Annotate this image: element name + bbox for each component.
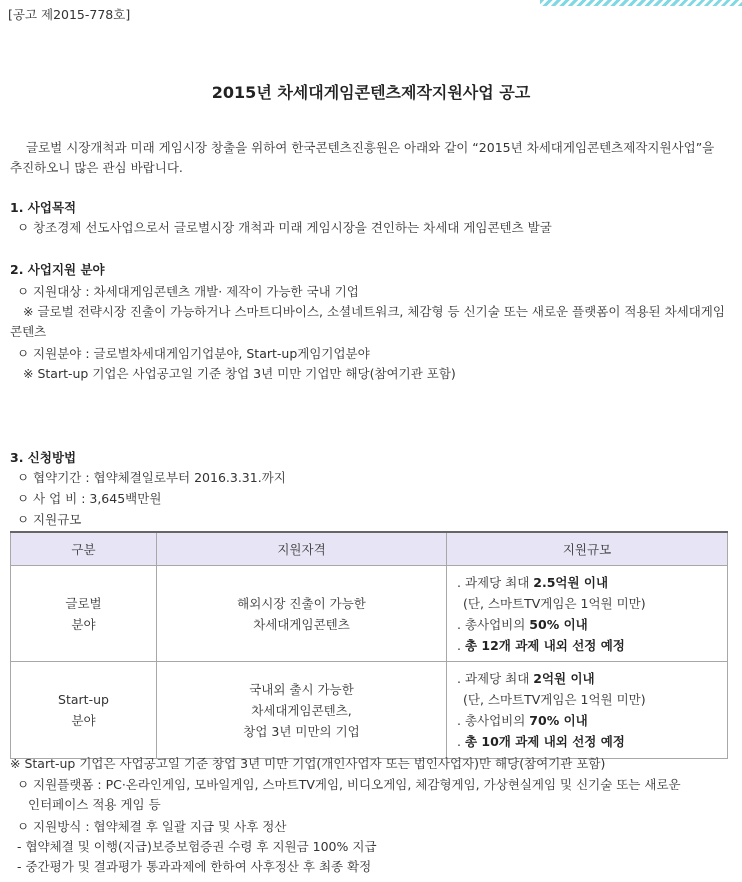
table-header-qualification: 지원자격 [157,532,447,566]
support-target: ㅇ 지원대상 : 차세대게임콘텐츠 개발· 제작이 가능한 국내 기업 [17,284,359,299]
agreement-period: ㅇ 협약기간 : 협약체결일로부터 2016.3.31.까지 [17,470,286,485]
support-method: ㅇ 지원방식 : 협약체결 후 일괄 지급 및 사후 정산 [17,819,287,834]
page-title: 2015년 차세대게임콘텐츠제작지원사업 공고 [211,83,531,102]
startup-note: ※ Start-up 기업은 사업공고일 기준 창업 3년 미만 기업(개인사업자 또는 법인사업자)만 해당(참여기관 포함) [10,756,606,771]
qualification-cell: 국내외 출시 가능한 차세대게임콘텐츠, 창업 3년 미만의 기업 [157,662,447,759]
support-field: ㅇ 지원분야 : 글로벌차세대게임기업분야, Start-up게임기업분야 [17,346,370,361]
support-method-detail-1: - 협약체결 및 이행(지급)보증보험증권 수령 후 지원금 100% 지급 [17,839,377,854]
decorative-stripe [540,0,742,6]
scale-cell: . 과제당 최대 2억원 이내 (단, 스마트TV게임은 1억원 미만) . 총사업비의 70% 이내 . 총 10개 과제 내외 선정 예정 [447,662,728,759]
support-platform-cont: 인터페이스 적용 게임 등 [28,797,161,812]
support-method-detail-2: - 중간평가 및 결과평가 통과과제에 한하여 사후정산 후 최종 확정 [17,859,372,874]
qualification-cell: 해외시장 진출이 가능한 차세대게임콘텐츠 [157,566,447,662]
section1-bullet: ㅇ 창조경제 선도사업으로서 글로벌시장 개척과 미래 게임시장을 견인하는 차세대 게임콘텐츠 발굴 [17,220,552,235]
category-cell: 글로벌 분야 [11,566,157,662]
scale-cell: . 과제당 최대 2.5억원 이내 (단, 스마트TV게임은 1억원 미만) . 총사업비의 50% 이내 . 총 12개 과제 내외 선정 예정 [447,566,728,662]
intro-paragraph [10,138,732,178]
section3-heading: 3. 신청방법 [10,450,77,465]
intro-line-2: 추진하오니 많은 관심 바랍니다. [10,160,183,175]
table-row [11,566,728,662]
section1-heading: 1. 사업목적 [10,200,77,215]
support-scale-label: ㅇ 지원규모 [17,512,82,527]
intro-line-1: 글로벌 시장개척과 미래 게임시장 창출을 위하여 한국콘텐츠진흥원은 아래와 같이 “2015년 차세대게임콘텐츠제작지원사업”을 [26,140,715,155]
support-target-note: ※ 글로벌 전략시장 진출이 가능하거나 스마트디바이스, 소셜네트워크, 체감형 등 신기술 또는 새로운 플랫폼이 적용된 차세대게임 [23,304,725,319]
table-header-scale: 지원규모 [447,532,728,566]
table-header-row [11,532,728,566]
table-row [11,662,728,759]
support-field-note: ※ Start-up 기업은 사업공고일 기준 창업 3년 미만 기업만 해당(참여기관 포함) [23,366,456,381]
project-budget: ㅇ 사 업 비 : 3,645백만원 [17,491,162,506]
notice-number: [공고 제2015-778호] [8,7,131,22]
support-platform: ㅇ 지원플랫폼 : PC·온라인게임, 모바일게임, 스마트TV게임, 비디오게임, 체감형게임, 가상현실게임 및 신기술 또는 새로운 [17,777,681,792]
category-cell: Start-up 분야 [11,662,157,759]
section2-heading: 2. 사업지원 분야 [10,262,105,277]
support-target-note-cont: 콘텐츠 [10,324,47,339]
table-header-category: 구분 [11,532,157,566]
support-table [10,531,728,759]
